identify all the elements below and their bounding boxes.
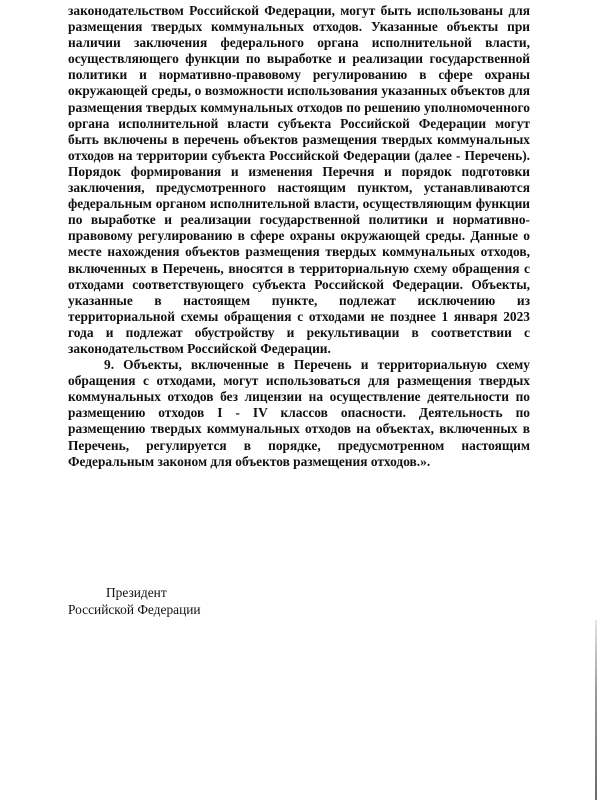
paragraph-continuation: законодательством Российской Федерации, могут быть использованы для размещения твердых коммунальных отходов. Указанные объекты при наличии заключения федерального органа исполнительной власти, осуществляющего функции по выработке и реализации государственной политики и нормативно-правовому регулированию в сфере охраны окружающей среды, о возможности использования указанных объектов для размещения твердых коммунальных отходов по решению уполномоченного органа исполнительной власти субъекта Российской Федерации могут быть включены в перечень объектов размещения твердых коммунальных отходов на территории субъекта Российской Федерации (далее - Перечень). Порядок формирования и изменения Перечня и порядок подготовки заключения, предусмотренного настоящим пунктом, устанавливаются федеральным органом исполнительной власти, осуществляющим функции по выработке и реализации государственной политики и нормативно-правовому регулированию в сфере охраны окружающей среды. Данные о месте нахождения объектов размещения твердых коммунальных отходов, включенных в Перечень, вносятся в территориальную схему обращения с отходами соответствующего субъекта Российской Федерации. Объекты, указанные в настоящем пункте, подлежат исключению из территориальной схемы обращения с отходами не позднее 1 января 2023 года и подлежат обустройству и рекультивации в соответствии с законодательством Российской Федерации. [68,3,530,356]
paragraph-9: 9. Объекты, включенные в Перечень и территориальную схему обращения с отходами, могут использоваться для размещения твердых коммунальных отходов без лицензии на осуществление деятельности по размещению отходов I - IV классов опасности. Деятельность по размещению твердых коммунальных отходов на объектах, включенных в Перечень, регулируется в порядке, предусмотренном настоящим Федеральным законом для объектов размещения отходов.». [68,357,530,469]
scan-edge-shadow [595,620,597,800]
document-body [68,3,530,470]
signature-block [68,584,201,618]
signature-organization: Российской Федерации [68,602,201,617]
signature-title: Президент [106,585,167,600]
